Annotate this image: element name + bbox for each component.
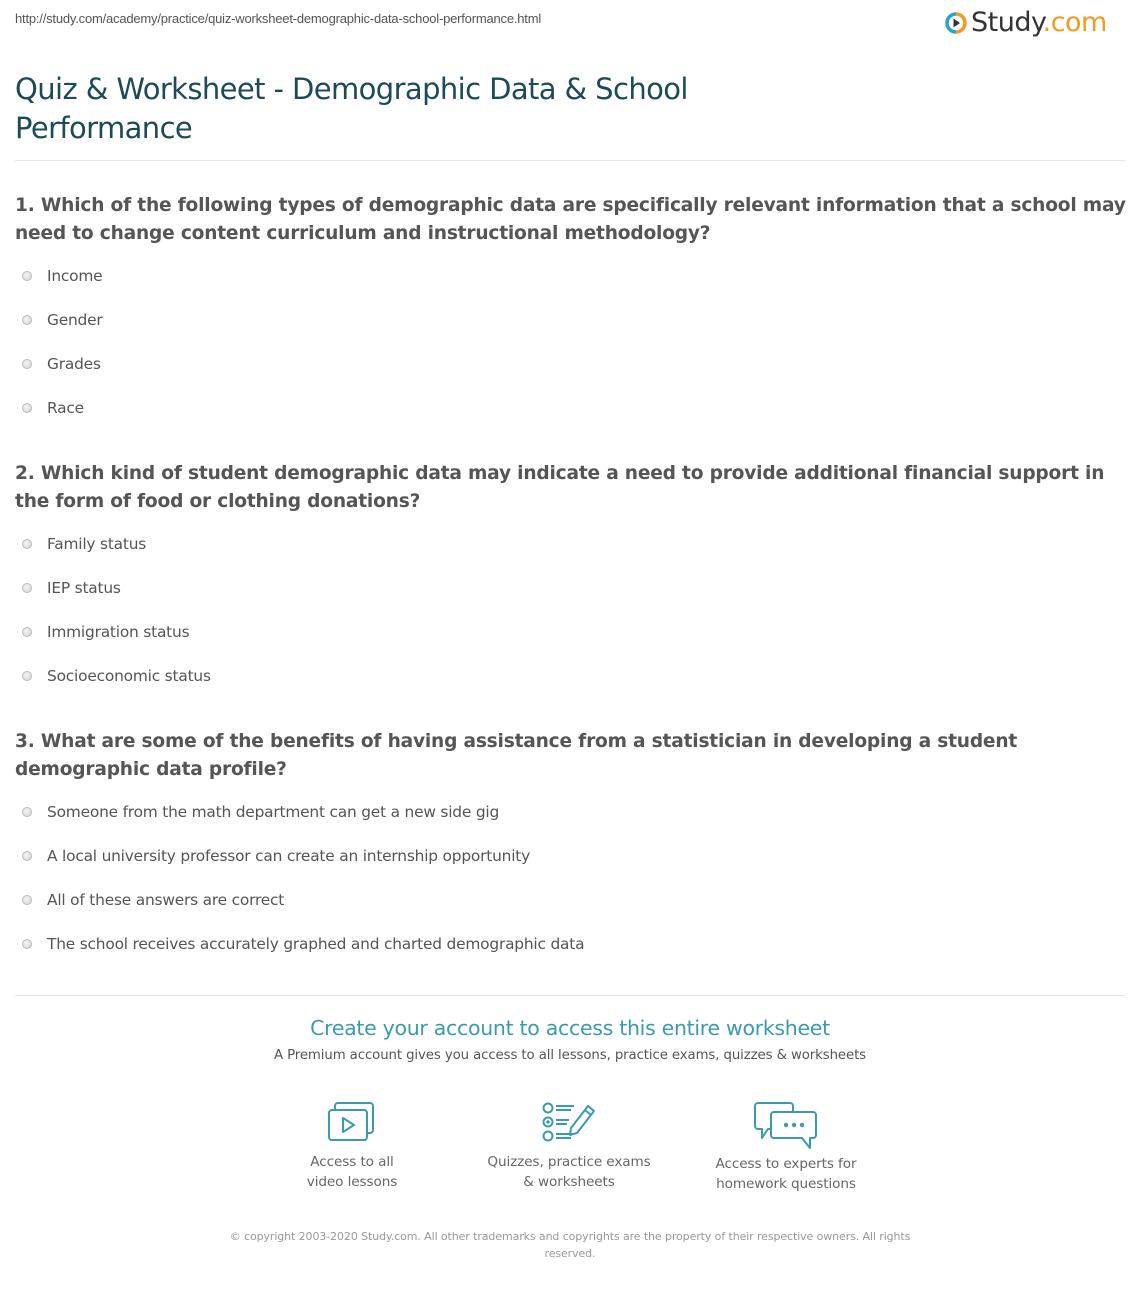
answer-option[interactable] [22, 579, 121, 597]
option-label: All of these answers are correct [47, 891, 285, 909]
logo-word: Study [971, 7, 1043, 38]
option-label: IEP status [47, 579, 121, 597]
question-2: 2. Which kind of student demographic data may indicate a need to provide additional financial support in the form of food or clothing donations? [15, 463, 1105, 512]
feature-quizzes [459, 1100, 679, 1192]
question-3: 3. What are some of the benefits of having assistance from a statistician in developing a student demographic data profile? [15, 731, 1018, 780]
option-label: Income [47, 267, 103, 285]
option-label: Someone from the math department can get a new side gig [47, 803, 500, 821]
feature-label-line: video lessons [306, 1174, 398, 1190]
answer-option[interactable] [22, 667, 211, 685]
radio-button[interactable] [22, 539, 32, 549]
cta-subtitle: A Premium account gives you access to all lessons, practice exams, quizzes & worksheets [273, 1048, 867, 1063]
feature-label-line: Access to all [310, 1154, 394, 1170]
chat-bubbles-icon [754, 1100, 818, 1152]
option-label: Grades [47, 355, 101, 373]
option-label: Race [47, 399, 84, 417]
title-divider [15, 160, 1125, 161]
logo-wordmark [971, 8, 1107, 38]
page-url: http://study.com/academy/practice/quiz-worksheet-demographic-data-school-performance.html [15, 11, 542, 26]
create-account-link[interactable]: Create your account to access this entire worksheet [310, 1016, 830, 1040]
quiz-checklist-icon [541, 1100, 597, 1144]
option-label: A local university professor can create an internship opportunity [47, 847, 531, 865]
answer-option[interactable] [22, 267, 102, 285]
radio-button[interactable] [22, 359, 32, 369]
feature-label [676, 1154, 896, 1194]
radio-button[interactable] [22, 315, 32, 325]
radio-button[interactable] [22, 403, 32, 413]
radio-button[interactable] [22, 939, 32, 949]
feature-label-line: Access to experts for [715, 1156, 857, 1172]
answer-option[interactable] [22, 399, 84, 417]
feature-experts [676, 1100, 896, 1194]
video-lessons-icon [326, 1100, 378, 1144]
radio-button[interactable] [22, 895, 32, 905]
feature-label-line: homework questions [716, 1176, 856, 1192]
feature-label [242, 1152, 462, 1192]
option-label: Immigration status [47, 623, 190, 641]
play-circle-logo-icon [945, 12, 967, 34]
study-com-logo[interactable] [945, 8, 1107, 38]
radio-button[interactable] [22, 583, 32, 593]
radio-button[interactable] [22, 807, 32, 817]
answer-option[interactable] [22, 311, 103, 329]
logo-suffix: .com [1042, 7, 1107, 38]
radio-button[interactable] [22, 627, 32, 637]
feature-video-lessons [242, 1100, 462, 1192]
answer-option[interactable] [22, 355, 101, 373]
feature-label-line: Quizzes, practice exams [487, 1154, 651, 1170]
option-label: Socioeconomic status [47, 667, 211, 685]
answer-option[interactable] [22, 847, 530, 865]
radio-button[interactable] [22, 671, 32, 681]
option-label: Gender [47, 311, 103, 329]
option-label: The school receives accurately graphed and charted demographic data [47, 935, 585, 953]
answer-option[interactable] [22, 535, 146, 553]
radio-button[interactable] [22, 851, 32, 861]
copyright-footer: © copyright 2003-2020 Study.com. All other trademarks and copyrights are the property of their respective owners. All rights reserved. [229, 1230, 911, 1260]
questions-divider [15, 995, 1125, 996]
answer-option[interactable] [22, 803, 499, 821]
answer-option[interactable] [22, 891, 284, 909]
answer-option[interactable] [22, 935, 584, 953]
feature-label-line: & worksheets [523, 1174, 615, 1190]
question-1: 1. Which of the following types of demographic data are specifically relevant information that a school may need to change content curriculum and instructional methodology? [15, 195, 1126, 244]
page-title: Quiz & Worksheet - Demographic Data & School Performance [15, 72, 688, 145]
option-label: Family status [47, 535, 147, 553]
feature-label [459, 1152, 679, 1192]
radio-button[interactable] [22, 271, 32, 281]
answer-option[interactable] [22, 623, 189, 641]
